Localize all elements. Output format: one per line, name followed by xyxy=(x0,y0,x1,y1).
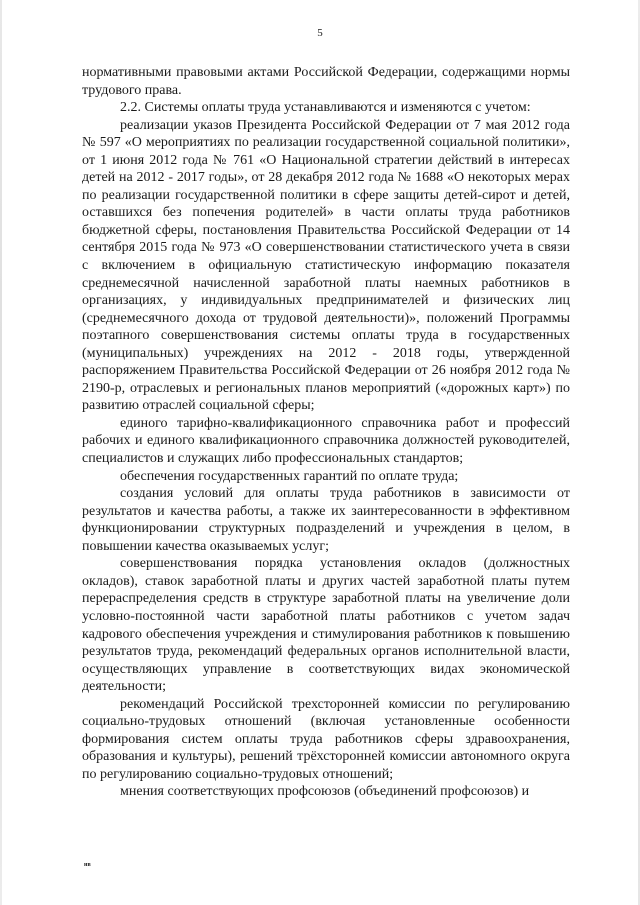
paragraph-5: обеспечения государственных гарантий по оплате труда; xyxy=(120,468,459,484)
paragraph-1: нормативными правовыми актами Российской Федерации, содержащими нормы трудового права. xyxy=(82,65,570,98)
paragraph-2: 2.2. Системы оплаты труда устанавливаются и изменяются с учетом: xyxy=(120,100,531,116)
paragraph-8: рекомендаций Российской трехсторонней комиссии по регулированию социально-трудовых отношений (включая установленные особенности формирования систем оплаты труда работников сферы здравоохранения, образования и культуры), решений трёхсторонней комиссии автономного округа по регулированию социально-трудовых отношений; xyxy=(82,696,570,782)
paragraph-6: создания условий для оплаты труда работников в зависимости от результатов и качества работы, а также их заинтересованности в эффективном функционировании структурных подразделений и учреждения в целом, в повышении качества оказываемых услуг; xyxy=(82,486,570,554)
paragraph-9: мнения соответствующих профсоюзов (объединений профсоюзов) и xyxy=(120,784,530,800)
paragraph-3: реализации указов Президента Российской Федерации от 7 мая 2012 года № 597 «О мероприятиях по реализации государственной социальной политики», от 1 июня 2012 года № 761 «О Национальной стратегии действий в интересах детей на 2012 - 2017 годы», от 28 декабря 2012 года № 1688 «О некоторых мерах по реализации государственной политики в сфере защиты детей-сирот и детей, оставшихся без попечения родителей» в части оплаты труда работников бюджетной сферы, постановления Правительства Российской Федерации от 14 сентября 2015 года № 973 «О совершенствовании статистического учета в связи с включением в официальную статистическую информацию показателя среднемесячной начисленной заработной платы наемных работников в организациях, у индивидуальных предпринимателей и физических лиц (среднемесячного дохода от трудовой деятельности)», положений Программы поэтапного совершенствования системы оплаты труда в государственных (муниципальных) учреждениях на 2012 - 2018 годы, утвержденной распоряжением Правительства Российской Федерации от 26 ноября 2012 года № 2190-р, отраслевых и региональных планов мероприятий («дорожных карт») по развитию отраслей социальной сферы; xyxy=(82,117,570,414)
footer-initials: нв xyxy=(84,862,91,868)
document-body xyxy=(82,64,570,801)
scan-edge-left xyxy=(0,0,2,905)
paragraph-4: единого тарифно-квалификационного справочника работ и профессий рабочих и единого квалификационного справочника должностей руководителей, специалистов и служащих либо профессиональных стандартов; xyxy=(82,415,570,467)
paragraph-7: совершенствования порядка установления окладов (должностных окладов), ставок заработной платы и других частей заработной платы путем перераспределения средств в структуре заработной платы на увеличение доли условно-постоянной части заработной платы работников с учетом задач кадрового обеспечения учреждения и стимулирования работников к повышению результатов труда, рекомендаций федеральных органов исполнительной власти, осуществляющих управление в соответствующих видах экономической деятельности; xyxy=(82,556,570,695)
page-number: 5 xyxy=(317,27,323,39)
